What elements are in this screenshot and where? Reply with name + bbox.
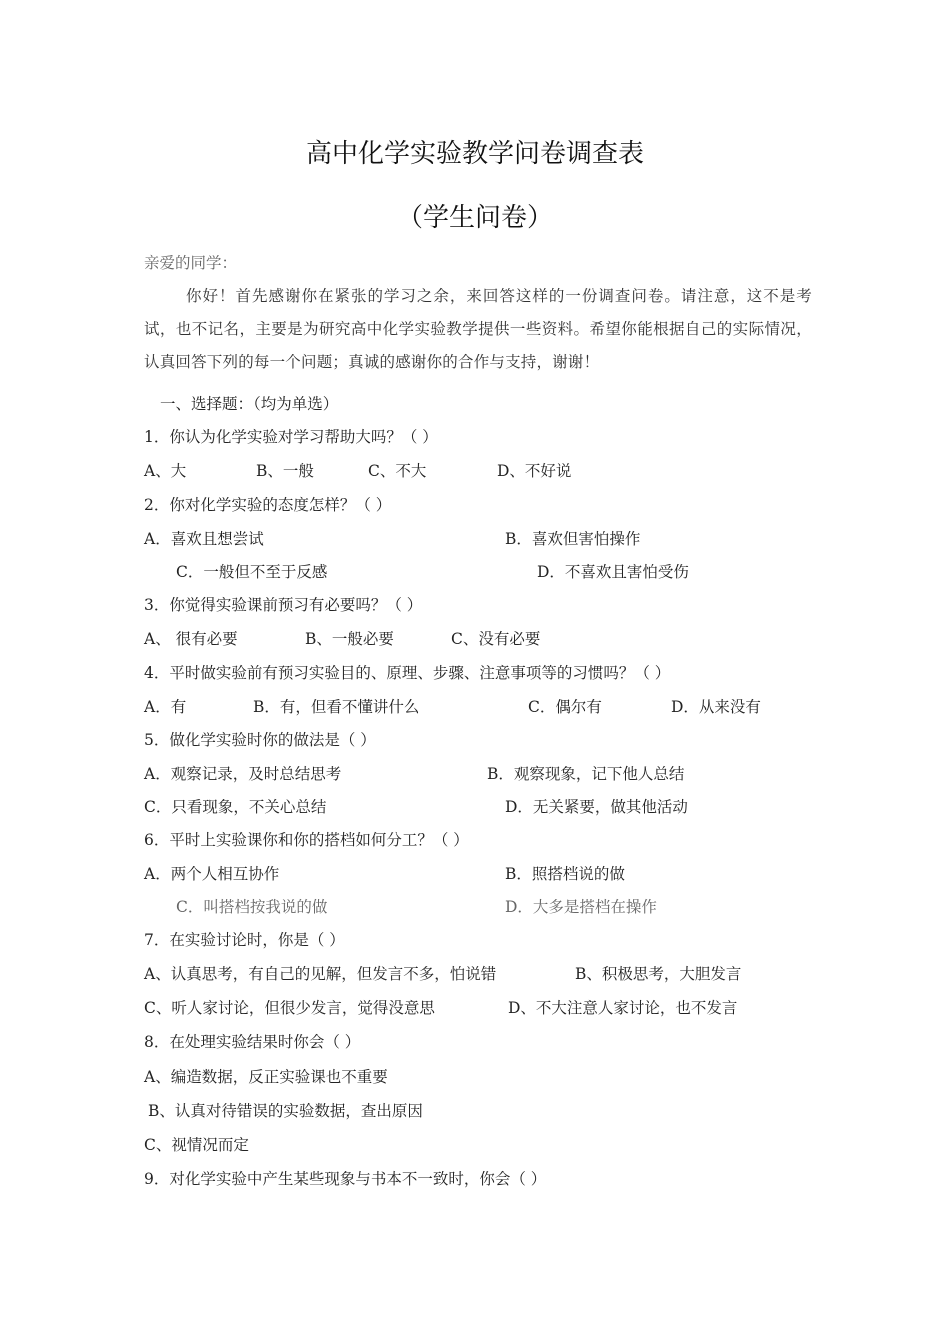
q5-option-a: A．观察记录，及时总结思考 [144,765,342,783]
q1-option-a: A、大 [144,462,187,480]
q2-option-b: B．喜欢但害怕操作 [505,530,641,548]
question-6-text: 6．平时上实验课你和你的搭档如何分工？（ ） [144,831,469,849]
q3-option-c: C、没有必要 [451,630,541,648]
question-3-text: 3．你觉得实验课前预习有必要吗？（ ） [144,596,423,614]
q7-option-d: D、不大注意人家讨论，也不发言 [508,999,738,1017]
q7-option-c: C、听人家讨论，但很少发言，觉得没意思 [144,999,435,1017]
greeting: 亲爱的同学： [144,254,238,272]
q2-option-d: D．不喜欢且害怕受伤 [537,563,689,581]
q1-option-b: B、一般 [256,462,314,480]
q1-option-c: C、不大 [368,462,427,480]
question-2-text: 2．你对化学实验的态度怎样？（ ） [144,496,392,514]
q8-option-a: A、编造数据，反正实验课也不重要 [144,1068,388,1086]
q1-option-d: D、不好说 [497,462,572,480]
q5-option-c: C．只看现象，不关心总结 [144,798,327,816]
q4-option-a: A．有 [144,698,187,716]
question-4-text: 4．平时做实验前有预习实验目的、原理、步骤、注意事项等的习惯吗？（ ） [144,664,671,682]
question-1-text: 1．你认为化学实验对学习帮助大吗？（ ） [144,428,438,446]
q4-option-d: D．从来没有 [671,698,761,716]
q8-option-c: C、视情况而定 [144,1136,249,1154]
intro-paragraph: 你好！首先感谢你在紧张的学习之余，来回答这样的一份调查问卷。请注意，这不是考试，也不记名，主要是为研究高中化学实验教学提供一些资料。希望你能根据自己的实际情况，认真回答下列的每一个问题；真诚的感谢你的合作与支持，谢谢！ [144,287,812,371]
question-9-text: 9．对化学实验中产生某些现象与书本不一致时，你会（ ） [144,1170,547,1188]
question-5-text: 5．做化学实验时你的做法是（ ） [144,731,376,749]
q3-option-b: B、一般必要 [305,630,394,648]
q5-option-d: D．无关紧要，做其他活动 [505,798,688,816]
q6-option-b: B．照搭档说的做 [505,865,625,883]
q6-option-a: A．两个人相互协作 [144,865,280,883]
q8-option-b: B、认真对待错误的实验数据，查出原因 [148,1102,423,1120]
document-title: 高中化学实验教学问卷调查表 [305,139,644,169]
document-subtitle: （学生问卷） [396,203,553,233]
q4-option-b: B．有，但看不懂讲什么 [253,698,420,716]
q7-option-b: B、积极思考，大胆发言 [575,965,742,983]
q5-option-b: B．观察现象，记下他人总结 [487,765,685,783]
q7-option-a: A、认真思考，有自己的见解，但发言不多，怕说错 [144,965,497,983]
section-heading: 一、选择题：（均为单选） [160,395,339,413]
q2-option-c: C．一般但不至于反感 [176,563,328,581]
q6-option-d: D．大多是搭档在操作 [505,898,657,916]
q4-option-c: C．偶尔有 [528,698,602,716]
q3-option-a: A、 很有必要 [144,630,238,648]
question-7-text: 7．在实验讨论时，你是（ ） [144,931,345,949]
question-8-text: 8．在处理实验结果时你会（ ） [144,1033,361,1051]
q2-option-a: A．喜欢且想尝试 [144,530,264,548]
q6-option-c: C．叫搭档按我说的做 [176,898,328,916]
